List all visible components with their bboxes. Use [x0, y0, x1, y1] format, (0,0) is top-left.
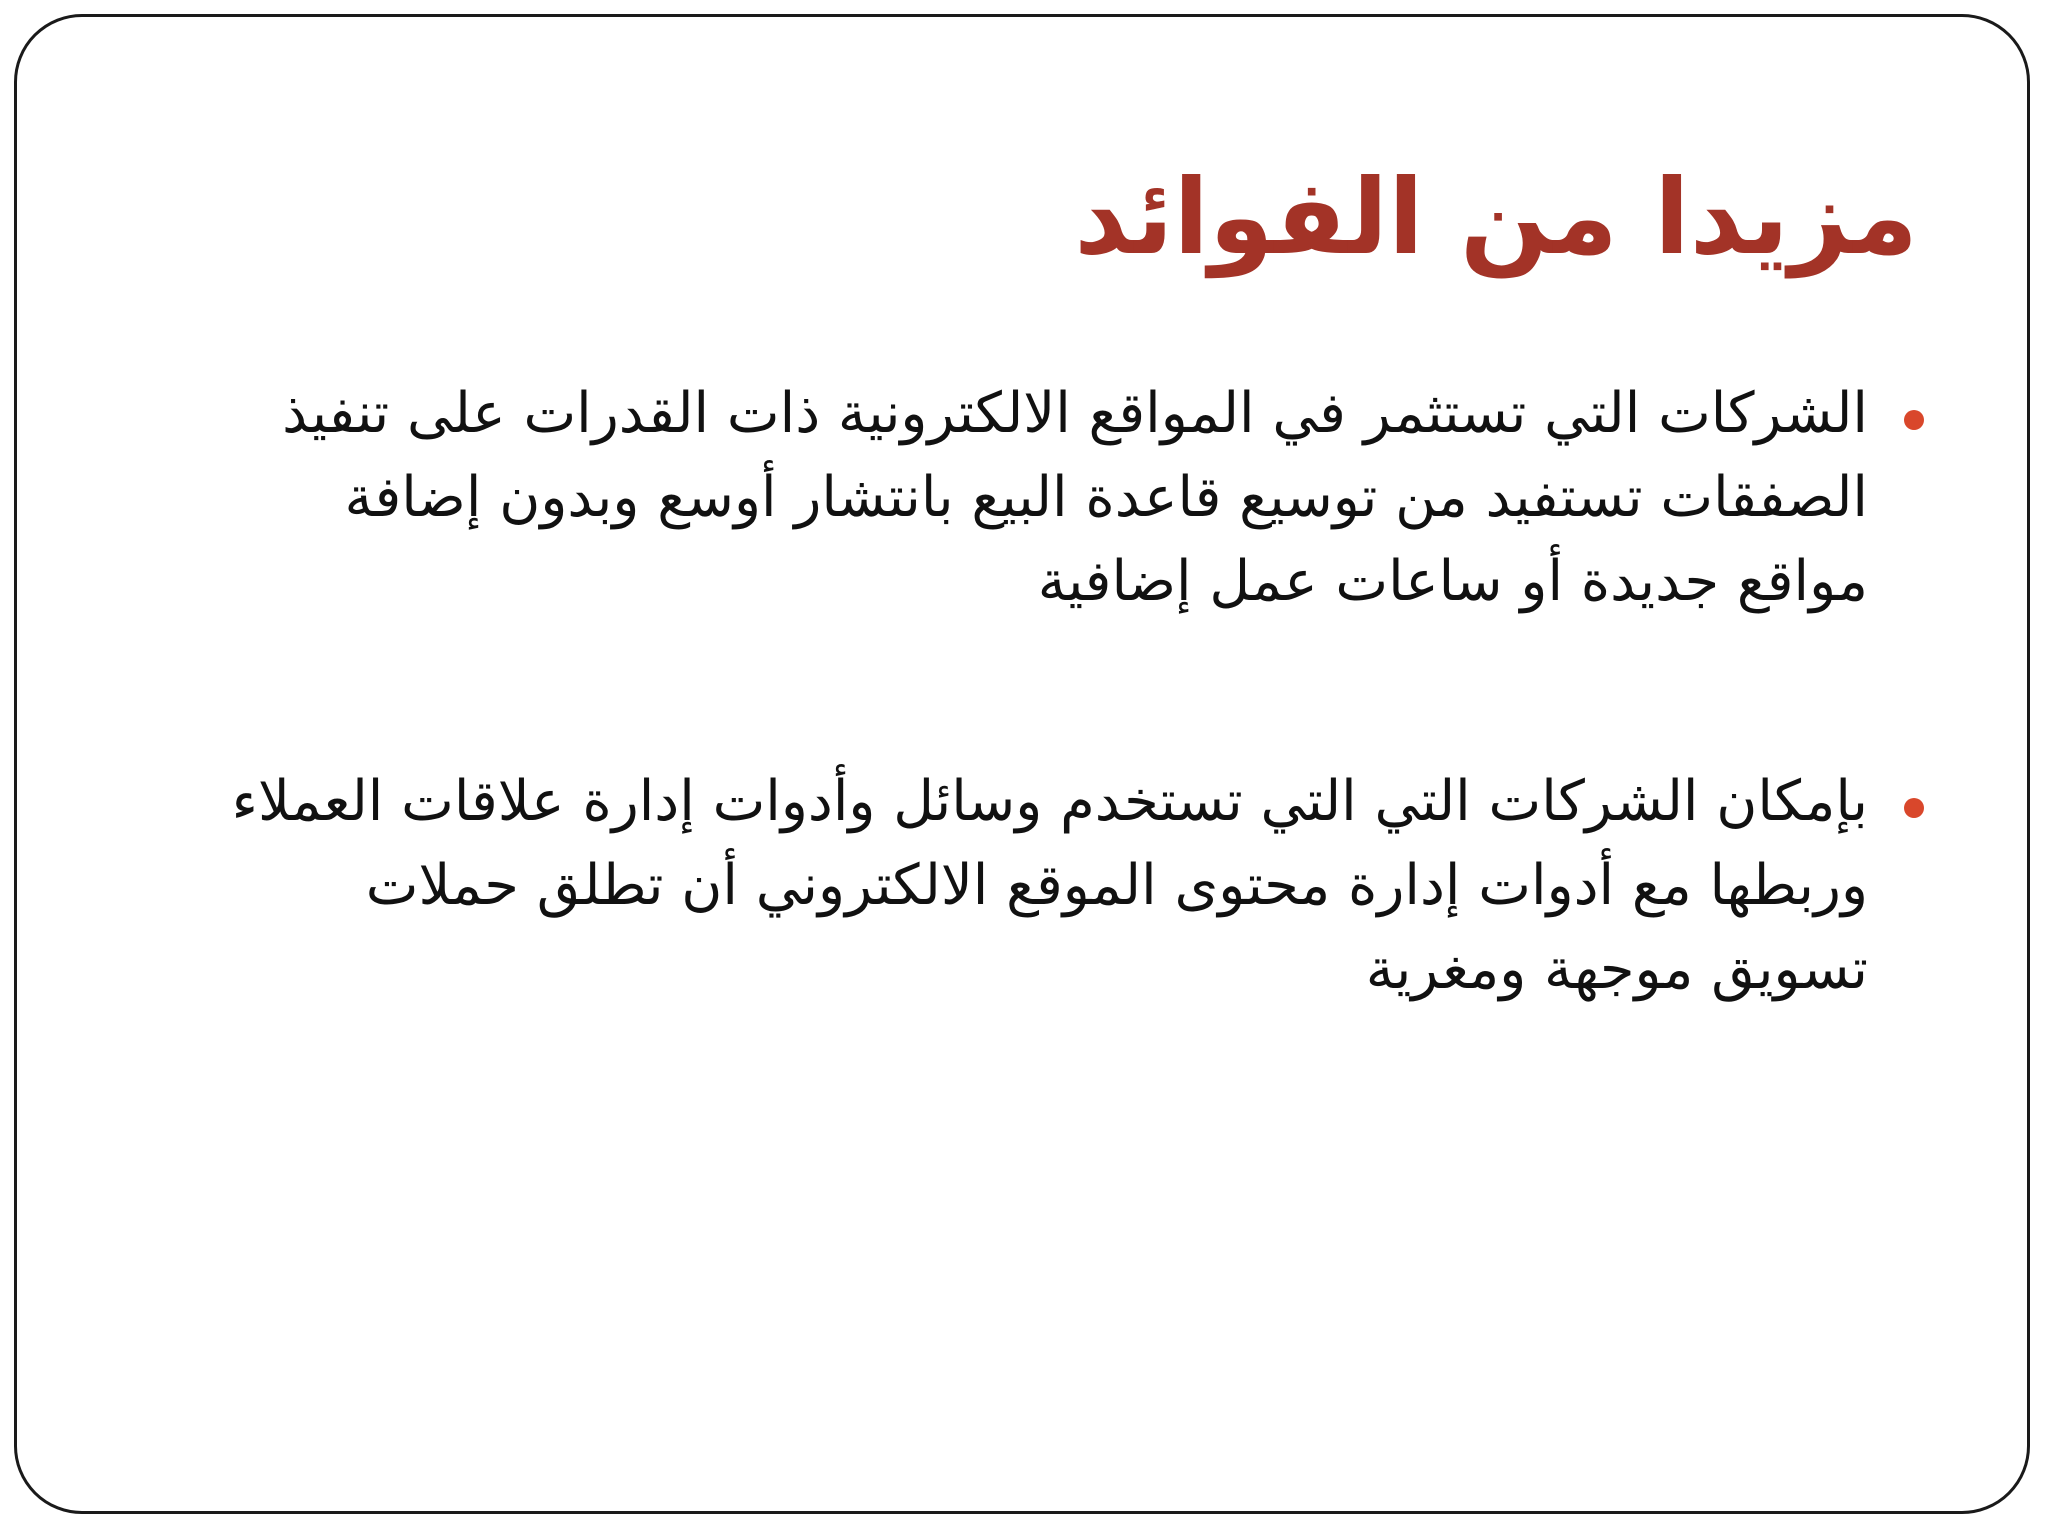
- bullet-text-line: بإمكان الشركات التي التي تستخدم وسائل وأدوات إدارة علاقات العملاء: [231, 769, 1868, 834]
- bullet-dot-icon: [1904, 798, 1924, 818]
- bullet-text-line: مواقع جديدة أو ساعات عمل إضافية: [1037, 549, 1868, 614]
- bullet-dot-icon: [1904, 410, 1924, 430]
- bullet-text-line: وربطها مع أدوات إدارة محتوى الموقع الالكتروني أن تطلق حملات: [365, 853, 1868, 918]
- bullet-text-line: تسويق موجهة ومغرية: [1365, 937, 1868, 1002]
- bullet-text-line: الشركات التي تستثمر في المواقع الالكترونية ذات القدرات على تنفيذ: [282, 381, 1868, 446]
- bullet-list: [0, 372, 2048, 1012]
- bullet-text-line: الصفقات تستفيد من توسيع قاعدة البيع بانتشار أوسع وبدون إضافة: [344, 465, 1868, 530]
- bullet-item: [0, 372, 2048, 624]
- bullet-item: [0, 760, 2048, 1012]
- slide-title: مزيدا من الفوائد: [1074, 156, 1918, 278]
